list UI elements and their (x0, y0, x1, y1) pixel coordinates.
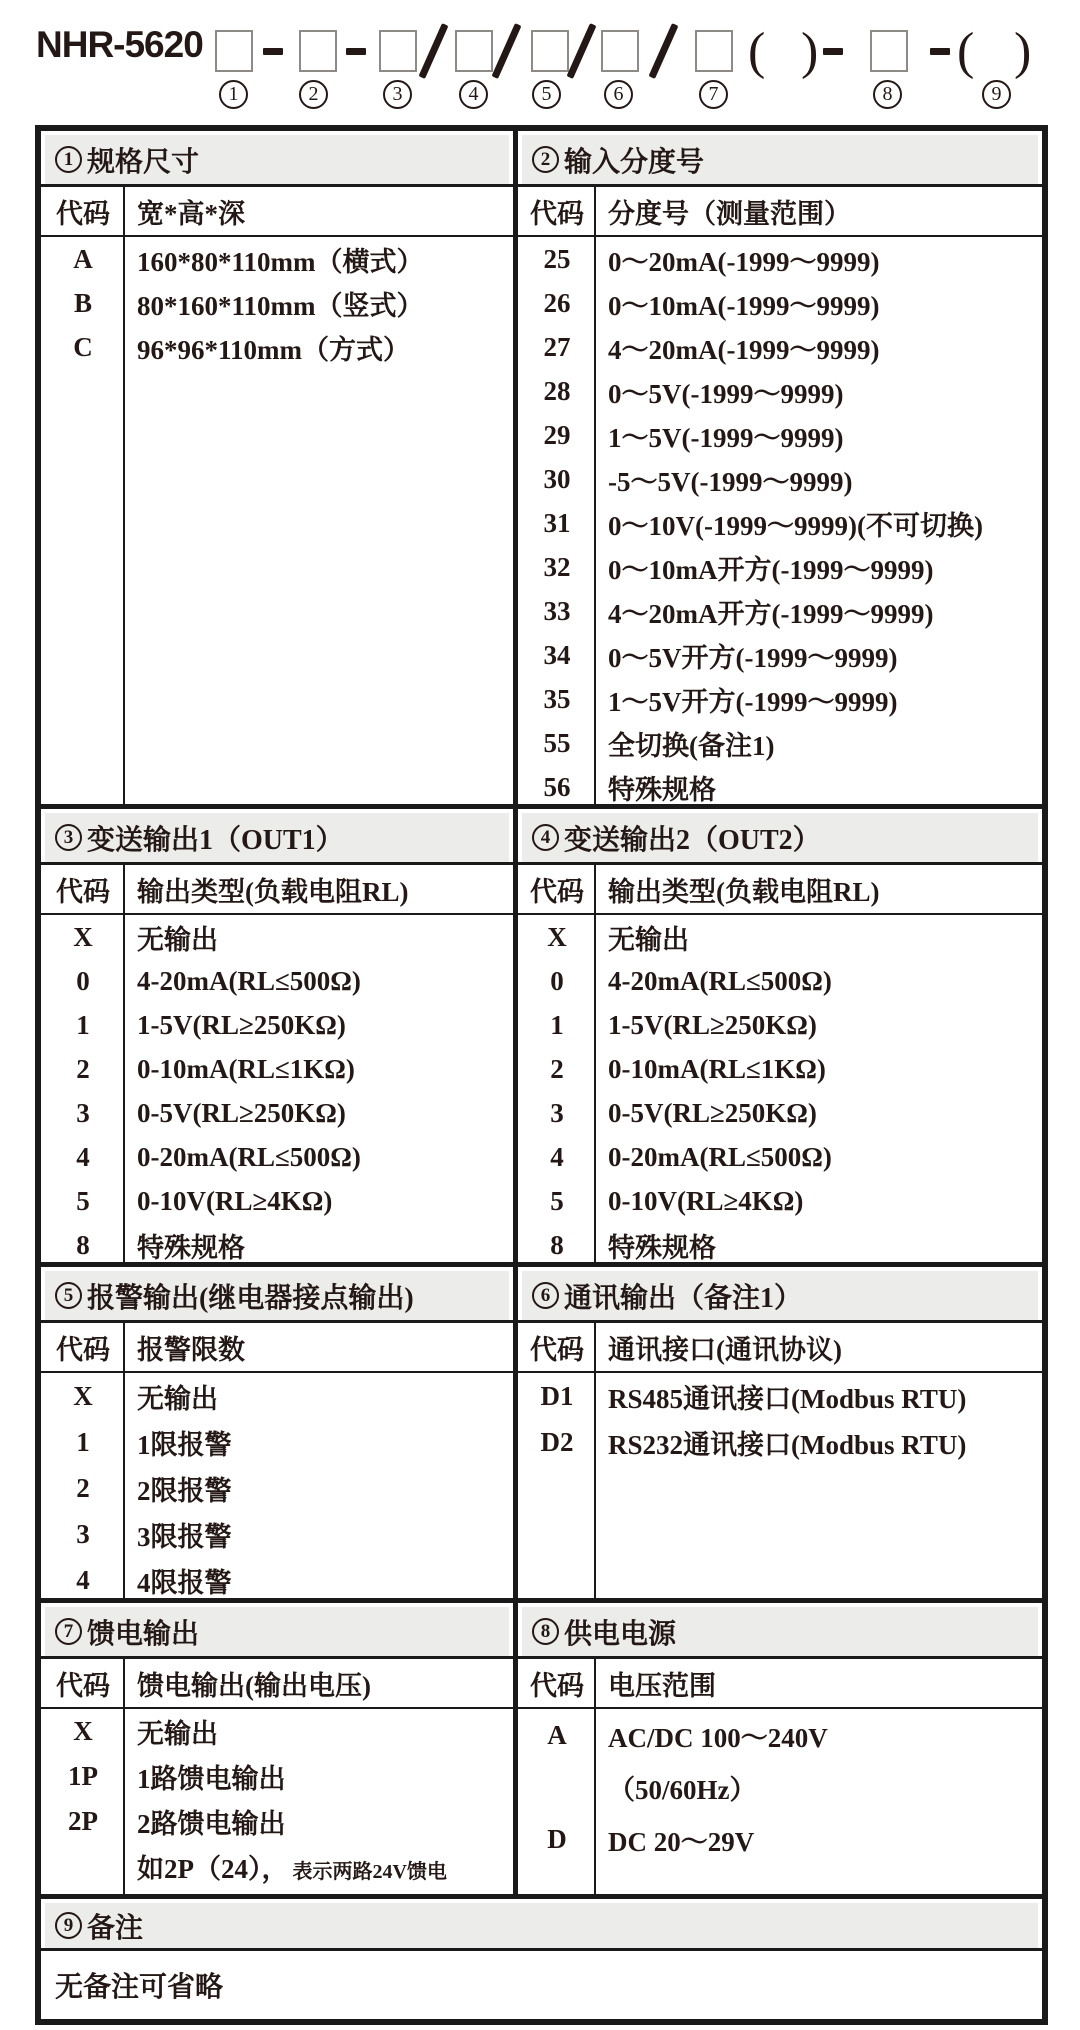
column-header-code: 代码 (530, 198, 584, 229)
row-value: 0-20mA(RL≤500Ω) (137, 1141, 361, 1172)
row-value: -5～5V(-1999～9999) (608, 466, 853, 497)
column-divider (594, 1323, 596, 1598)
position-label-9: 9 (982, 80, 1011, 109)
row-value: 全切换(备注1) (608, 730, 775, 761)
table-row (518, 959, 1042, 1003)
section-3-rows (41, 915, 513, 1267)
dash-separator (346, 48, 366, 55)
section-title: 供电电源 (564, 1618, 677, 1650)
section-title: 规格尺寸 (87, 146, 200, 178)
table-row (41, 1419, 513, 1465)
row-value: 0-10mA(RL≤1KΩ) (137, 1053, 355, 1084)
row-code: C (73, 331, 93, 362)
row-code: A (547, 1719, 567, 1750)
column-header (41, 865, 513, 915)
row-value: 0～5V开方(-1999～9999) (608, 642, 898, 673)
section-1-header (41, 131, 513, 187)
position-label-3: 3 (383, 80, 412, 109)
row-code: 32 (543, 551, 571, 582)
row-value: 如2P（24）， 表示两路24V馈电 (137, 1854, 447, 1884)
row-code: 0 (550, 965, 564, 996)
column-header-code: 代码 (56, 876, 110, 907)
row-value: 0-10V(RL≥4KΩ) (608, 1185, 804, 1216)
row-code: 8 (76, 1229, 90, 1260)
row-value: 3限报警 (137, 1521, 232, 1552)
row-value: 96*96*110mm（方式） (137, 334, 410, 365)
table-row (518, 1373, 1042, 1419)
row-code: 3 (76, 1518, 90, 1549)
row-value: RS485通讯接口(Modbus RTU) (608, 1383, 967, 1414)
table-row (41, 325, 513, 369)
table-row (41, 281, 513, 325)
section-2-header (518, 131, 1042, 187)
column-divider (594, 865, 596, 1262)
row-code: 25 (543, 243, 571, 274)
model-code-diagram (0, 0, 1080, 125)
section-spec-size (41, 131, 513, 804)
row-code: X (547, 921, 567, 952)
row-code: 55 (543, 727, 571, 758)
code-box-3 (379, 30, 417, 72)
row-code: 2P (68, 1806, 98, 1836)
table-row (518, 1223, 1042, 1267)
row-value: 无输出 (608, 924, 689, 955)
table-row (518, 1179, 1042, 1223)
position-label-8: 8 (873, 80, 902, 109)
section-number: 8 (532, 1618, 559, 1645)
column-header-code: 代码 (530, 1334, 584, 1365)
table-row (518, 1047, 1042, 1091)
row-value: 1～5V开方(-1999～9999) (608, 686, 898, 717)
row-code: 30 (543, 463, 571, 494)
table-row (41, 1511, 513, 1557)
column-divider (594, 1659, 596, 1894)
section-row-7-8 (41, 1603, 1042, 1899)
column-header-value: 报警限数 (137, 1334, 245, 1365)
table-row (41, 1047, 513, 1091)
table-row (518, 1135, 1042, 1179)
slash-separator (649, 23, 679, 79)
table-row (41, 237, 513, 281)
row-code: 1 (550, 1009, 564, 1040)
row-value: 4-20mA(RL≤500Ω) (137, 965, 361, 996)
table-row (41, 1135, 513, 1179)
row-code: 1P (68, 1761, 98, 1791)
column-divider (123, 187, 125, 804)
row-value: 无输出 (137, 1719, 218, 1749)
table-row (518, 633, 1042, 677)
code-box-2 (299, 30, 337, 72)
row-code: D2 (540, 1426, 574, 1457)
column-divider (123, 1323, 125, 1598)
column-header-value: 电压范围 (608, 1670, 716, 1701)
dash-separator (263, 48, 283, 55)
table-row (41, 1003, 513, 1047)
remarks-content: 无备注可省略 (55, 1972, 224, 2003)
table-row (518, 281, 1042, 325)
section-8-header (518, 1603, 1042, 1659)
table-row (518, 677, 1042, 721)
row-code: 1 (76, 1426, 90, 1457)
row-code: 1 (76, 1009, 90, 1040)
row-code: 26 (543, 287, 571, 318)
row-value: 160*80*110mm（横式） (137, 246, 424, 277)
code-box-4 (455, 30, 493, 72)
section-title: 报警输出(继电器接点输出) (87, 1282, 414, 1314)
row-code: 27 (543, 331, 571, 362)
row-value: 0～20mA(-1999～9999) (608, 246, 880, 277)
row-value: 1路馈电输出 (137, 1764, 286, 1794)
section-comm-output (513, 1267, 1042, 1598)
section-9-header (41, 1899, 1042, 1951)
position-label-7: 7 (699, 80, 728, 109)
row-value: 0-5V(RL≥250KΩ) (608, 1097, 817, 1128)
row-value: 0-5V(RL≥250KΩ) (137, 1097, 346, 1128)
column-header (41, 1323, 513, 1373)
row-code: X (73, 1716, 93, 1746)
section-power-supply (513, 1603, 1042, 1894)
row-value: 特殊规格 (608, 1232, 716, 1263)
column-header (518, 1323, 1042, 1373)
section-2-rows (518, 237, 1042, 809)
section-transmit-out2 (513, 809, 1042, 1262)
column-header (41, 187, 513, 237)
section-number: 9 (55, 1912, 82, 1939)
position-label-4: 4 (459, 80, 488, 109)
row-code: D (547, 1823, 567, 1854)
table-row (41, 1799, 513, 1844)
row-note: 表示两路24V馈电 (292, 1861, 447, 1883)
table-row (41, 1557, 513, 1603)
dash-separator (930, 48, 950, 55)
section-5-header (41, 1267, 513, 1323)
row-code: X (73, 921, 93, 952)
selection-table (35, 125, 1048, 2025)
section-5-rows (41, 1373, 513, 1603)
column-header-code: 代码 (56, 198, 110, 229)
row-code: 3 (550, 1097, 564, 1128)
section-title: 变送输出2（OUT2） (564, 824, 821, 856)
row-value: 1-5V(RL≥250KΩ) (137, 1009, 346, 1040)
table-row (518, 1813, 1042, 1865)
position-label-5: 5 (532, 80, 561, 109)
section-7-rows (41, 1709, 513, 1889)
row-code: 2 (550, 1053, 564, 1084)
row-value: RS232通讯接口(Modbus RTU) (608, 1429, 967, 1460)
table-row (41, 1223, 513, 1267)
table-row (41, 1091, 513, 1135)
position-label-1: 1 (219, 80, 248, 109)
row-code: 2 (76, 1472, 90, 1503)
row-code: 4 (550, 1141, 564, 1172)
row-value: 0～10V(-1999～9999)(不可切换) (608, 510, 983, 541)
slash-separator (567, 23, 597, 79)
table-row (518, 501, 1042, 545)
table-row (41, 1373, 513, 1419)
open-paren: ( (748, 23, 766, 80)
section-1-rows (41, 237, 513, 369)
row-code: 8 (550, 1229, 564, 1260)
row-code: 28 (543, 375, 571, 406)
row-value: 4～20mA(-1999～9999) (608, 334, 880, 365)
table-row (518, 1419, 1042, 1465)
section-title: 变送输出1（OUT1） (87, 824, 344, 856)
row-value: 80*160*110mm（竖式） (137, 290, 424, 321)
table-row (41, 1754, 513, 1799)
table-row (518, 369, 1042, 413)
column-header-value: 输出类型(负载电阻RL) (608, 876, 880, 907)
column-header-value: 输出类型(负载电阻RL) (137, 876, 409, 907)
position-label-2: 2 (299, 80, 328, 109)
section-transmit-out1 (41, 809, 513, 1262)
table-row (518, 413, 1042, 457)
column-header-value: 馈电输出(输出电压) (137, 1670, 371, 1701)
section-feed-output (41, 1603, 513, 1894)
column-header (518, 1659, 1042, 1709)
row-code: 29 (543, 419, 571, 450)
row-value: 0～5V(-1999～9999) (608, 378, 844, 409)
row-code: 35 (543, 683, 571, 714)
row-code: X (73, 1380, 93, 1411)
row-value: 1限报警 (137, 1429, 232, 1460)
section-row-3-4 (41, 809, 1042, 1267)
section-input-graduation (513, 131, 1042, 804)
column-divider (123, 1659, 125, 1894)
position-label-6: 6 (604, 80, 633, 109)
table-row (41, 1465, 513, 1511)
code-box-1 (215, 30, 253, 72)
section-number: 6 (532, 1282, 559, 1309)
row-code: 3 (76, 1097, 90, 1128)
row-value: 无输出 (137, 924, 218, 955)
row-value: （50/60Hz） (608, 1774, 757, 1805)
section-title: 通讯输出（备注1） (564, 1282, 803, 1314)
table-row (518, 325, 1042, 369)
code-box-8 (870, 30, 908, 72)
section-remarks (41, 1899, 1042, 2019)
section-number: 4 (532, 824, 559, 851)
row-value: AC/DC 100～240V (608, 1722, 828, 1753)
table-row (41, 959, 513, 1003)
section-alarm-output (41, 1267, 513, 1598)
column-header-value: 通讯接口(通讯协议) (608, 1334, 842, 1365)
section-4-rows (518, 915, 1042, 1267)
section-3-header (41, 809, 513, 865)
row-value: 特殊规格 (137, 1232, 245, 1263)
column-header-code: 代码 (56, 1334, 110, 1365)
row-code: 33 (543, 595, 571, 626)
column-header (41, 1659, 513, 1709)
row-value: 2限报警 (137, 1475, 232, 1506)
row-code: 2 (76, 1053, 90, 1084)
table-row (518, 545, 1042, 589)
section-number: 3 (55, 824, 82, 851)
dash-separator (823, 48, 843, 55)
row-value: DC 20～29V (608, 1826, 755, 1857)
close-paren: ) (801, 23, 819, 80)
section-row-1-2 (41, 131, 1042, 809)
row-code: 0 (76, 965, 90, 996)
table-row (518, 1709, 1042, 1761)
slash-separator (492, 23, 522, 79)
table-row (518, 721, 1042, 765)
table-row (41, 1709, 513, 1754)
row-code: D1 (540, 1380, 574, 1411)
table-row (518, 589, 1042, 633)
table-row (518, 765, 1042, 809)
row-value: 无输出 (137, 1383, 218, 1414)
column-header-code: 代码 (530, 876, 584, 907)
section-6-header (518, 1267, 1042, 1323)
row-value: 0-10mA(RL≤1KΩ) (608, 1053, 826, 1084)
section-title: 输入分度号 (564, 146, 705, 178)
row-code: A (73, 243, 93, 274)
row-value: 2路馈电输出 (137, 1809, 286, 1839)
row-code: 5 (550, 1185, 564, 1216)
section-7-header (41, 1603, 513, 1659)
row-value: 4-20mA(RL≤500Ω) (608, 965, 832, 996)
row-code: 4 (76, 1141, 90, 1172)
row-code: 34 (543, 639, 571, 670)
table-row (518, 915, 1042, 959)
section-6-rows (518, 1373, 1042, 1465)
table-row (518, 1003, 1042, 1047)
open-paren: ( (957, 23, 975, 80)
column-header-value: 分度号（测量范围） (608, 198, 851, 229)
row-value: 4～20mA开方(-1999～9999) (608, 598, 934, 629)
section-4-header (518, 809, 1042, 865)
code-box-7 (695, 30, 733, 72)
table-row (518, 1091, 1042, 1135)
section-8-rows (518, 1709, 1042, 1865)
row-value: 0-20mA(RL≤500Ω) (608, 1141, 832, 1172)
row-code: 56 (543, 771, 571, 802)
table-row (518, 1761, 1042, 1813)
column-divider (594, 187, 596, 804)
row-code: 5 (76, 1185, 90, 1216)
column-header-value: 宽*高*深 (137, 198, 245, 229)
row-value: 0～10mA开方(-1999～9999) (608, 554, 934, 585)
column-header-code: 代码 (56, 1670, 110, 1701)
row-value: 1-5V(RL≥250KΩ) (608, 1009, 817, 1040)
table-row (41, 1844, 513, 1889)
table-row (518, 237, 1042, 281)
section-row-5-6 (41, 1267, 1042, 1603)
column-divider (123, 865, 125, 1262)
row-value: 4限报警 (137, 1567, 232, 1598)
row-value: 1～5V(-1999～9999) (608, 422, 844, 453)
section-title: 备注 (87, 1912, 144, 1944)
row-code: 31 (543, 507, 571, 538)
column-header (518, 187, 1042, 237)
row-value: 特殊规格 (608, 774, 716, 805)
section-title: 馈电输出 (87, 1618, 200, 1650)
section-number: 1 (55, 146, 82, 173)
row-code: B (73, 287, 92, 318)
row-value: 0-10V(RL≥4KΩ) (137, 1185, 333, 1216)
code-box-5 (531, 30, 569, 72)
slash-separator (419, 23, 449, 79)
column-header-code: 代码 (530, 1670, 584, 1701)
code-box-6 (601, 30, 639, 72)
column-header (518, 865, 1042, 915)
section-number: 5 (55, 1282, 82, 1309)
table-row (518, 457, 1042, 501)
close-paren: ) (1014, 23, 1032, 80)
table-row (41, 1179, 513, 1223)
table-row (41, 915, 513, 959)
section-number: 7 (55, 1618, 82, 1645)
section-number: 2 (532, 146, 559, 173)
row-code: 4 (76, 1564, 90, 1595)
model-number: NHR-5620 (36, 24, 203, 65)
row-value: 0～10mA(-1999～9999) (608, 290, 880, 321)
